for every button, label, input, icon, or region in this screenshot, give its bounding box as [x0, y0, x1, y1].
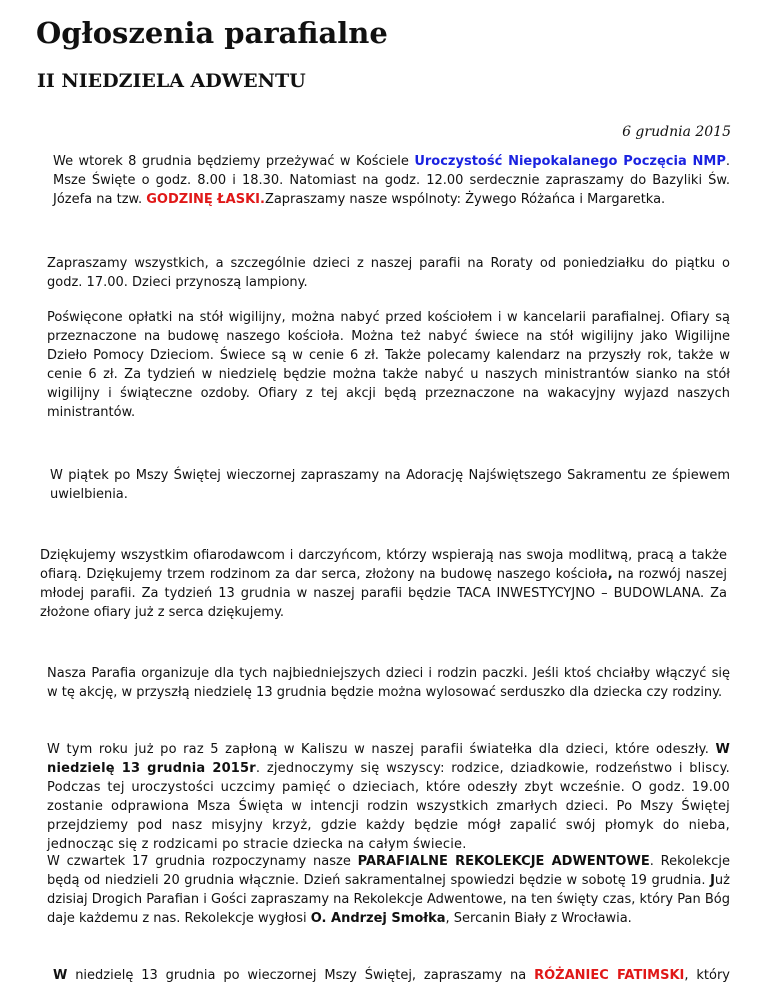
announcement-thanks — [40, 546, 727, 622]
p8-bold-preacher: O. Andrzej Smołka — [310, 911, 446, 926]
p9-bold-w: W — [53, 968, 68, 983]
page-title: Ogłoszenia parafialne — [36, 16, 388, 50]
p1-text-c: . Msze Święte o godz. 8.00 i 18.30. Natomiast na godz. 12.00 serdecznie zapraszamy do Bazyliki Św. Józefa na tzw. — [53, 154, 730, 207]
p5-text-a: Dziękujemy wszystkim ofiarodawcom i darczyńcom, którzy wspierają nas swoja modlitwą, pracą a także ofiarą. Dziękujemy trzem rodzinom za dar serca, złożony na budowę naszego kościoła — [40, 548, 727, 582]
p7-text-c: . zjednoczymy się wszyscy: rodzice, dziadkowie, rodzeństwo i bliscy. Podczas tej uroczystości uczcimy pamięć o dzieciach, które odeszły zbyt wcześnie. O godz. 19.00 zostanie odprawiona Msza Święta w intencji rodzin wszystkich zmarłych dzieci. Po Mszy Świętej przejdziemy pod nasz misyjny krzyż, gdzie każdy będzie mógł zapalić swój płomyk do nieba, jednocząc się z rodzicami po stracie dziecka na całym świecie. — [47, 761, 730, 852]
announcement-adoration: W piątek po Mszy Świętej wieczornej zapraszamy na Adorację Najświętszego Sakramentu ze śpiewem uwielbienia. — [50, 468, 730, 502]
p5-bold-comma: , — [607, 567, 613, 582]
p1-highlight-grace-hour: GODZINĘ ŁASKI. — [146, 192, 265, 207]
p5-text-c: na rozwój naszej młodej parafii. Za tydzień 13 grudnia w naszej parafii będzie TACA INWESTYCYJNO – BUDOWLANA. Za złożone ofiary już z serca dziękujemy. — [40, 567, 727, 620]
p8-text-a: W czwartek 17 grudnia rozpoczynamy nasze — [47, 854, 358, 869]
announcement-christmas-packages: Nasza Parafia organizuje dla tych najbiedniejszych dzieci i rodzin paczki. Jeśli ktoś chciałby włączyć się w tę akcję, w przyszłą niedzielę 13 grudnia będzie można wylosować serduszko dla dziecka czy rodziny. — [47, 666, 730, 700]
p1-highlight-feast: Uroczystość Niepokalanego Poczęcia NMP — [414, 154, 726, 169]
p8-text-g: , Sercanin Biały z Wrocławia. — [445, 911, 632, 926]
announcement-advent-retreat — [47, 852, 730, 928]
p8-bold-j: J — [710, 873, 715, 888]
p9-text-d: , który — [684, 968, 730, 983]
announcement-date: 6 grudnia 2015 — [622, 124, 731, 140]
announcement-christmas-wafers: Poświęcone opłatki na stół wigilijny, można nabyć przed kościołem i w kancelarii parafialnej. Ofiary są przeznaczone na budowę naszego kościoła. Można też nabyć świece na stół wigilijny jako Wigilijne Dzieło Pomocy Dzieciom. Świece są w cenie 6 zł. Także polecamy kalendarz na przyszły rok, także w cenie 6 zł. Za tydzień w niedzielę będzie można także nabyć u naszych ministrantów sianko na stół wigilijny i świąteczne ozdoby. Ofiary z tej akcji będą przeznaczone na wakacyjny wyjazd naszych ministrantów. — [47, 310, 730, 420]
p7-text-a: W tym roku już po raz 5 zapłoną w Kaliszu w naszej parafii światełka dla dzieci, które odeszły. — [47, 742, 716, 757]
p9-text-b: niedzielę 13 grudnia po wieczornej Mszy Świętej, zapraszamy na — [67, 968, 535, 983]
announcement-immaculate-conception — [53, 152, 730, 209]
announcement-lights-for-children — [47, 740, 730, 854]
p1-text-e: Zapraszamy nasze wspólnoty: Żywego Różańca i Margaretka. — [264, 192, 666, 207]
announcement-roraty: Zapraszamy wszystkich, a szczególnie dzieci z naszej parafii na Roraty od poniedziałku do piątku o godz. 17.00. Dzieci przynoszą lampiony. — [47, 256, 730, 290]
p7-bold-date: W niedzielę 13 grudnia 2015r — [47, 742, 730, 776]
p8-bold-retreat: PARAFIALNE REKOLEKCJE ADWENTOWE — [357, 854, 650, 869]
p8-text-c: . Rekolekcje będą od niedzieli 20 grudnia włącznie. Dzień sakramentalnej spowiedzi będzie w sobotę 19 grudnia. — [47, 854, 730, 888]
p1-text-a: We wtorek 8 grudnia będziemy przeżywać w Kościele — [53, 154, 415, 169]
page-subtitle: II NIEDZIELA ADWENTU — [37, 70, 306, 92]
p8-text-e: uż dzisiaj Drogich Parafian i Gości zapraszamy na Rekolekcje Adwentowe, na ten święty czas, który Pan Bóg daje każdemu z nas. Rekolekcje wygłosi — [47, 873, 730, 926]
p9-highlight-rosary: RÓŻANIEC FATIMSKI — [534, 968, 685, 983]
announcement-fatima-rosary — [53, 966, 730, 985]
